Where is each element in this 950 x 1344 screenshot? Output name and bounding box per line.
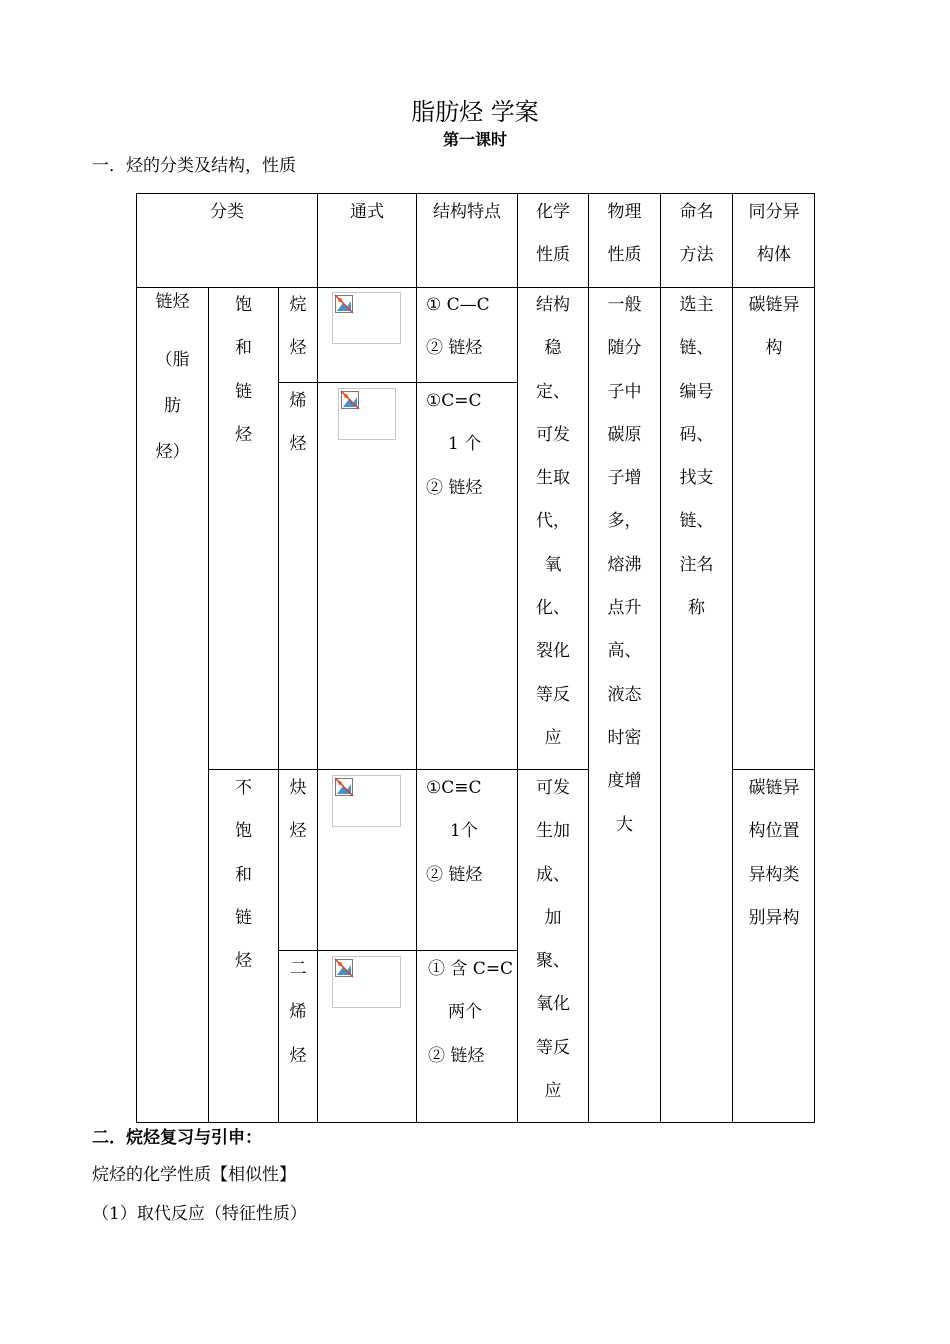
broken-image-icon [340,390,360,410]
unsaturated-isomers: 碳链异 构位置 异构类 别异构 [748,778,800,928]
physical-properties: 一般 随分 子中 碳原 子增 多， 熔沸 点升 高、 液态 时密 度增 大 [607,295,642,835]
header-physical: 物理 性质 [607,202,642,266]
saturated-label: 饱 和 链 烃 [235,295,252,445]
page-title: 脂肪烃 学案 [411,98,539,126]
broken-image-icon [334,958,354,978]
alkane-formula-image [332,292,401,344]
paragraph-substitution-reaction: （1）取代反应（特征性质） [92,1204,307,1224]
saturated-isomers: 碳链异 构 [748,295,800,359]
header-classification: 分类 [210,202,244,222]
diene-label: 二 烯 烃 [289,959,307,1066]
alkane-label: 烷 烃 [289,295,307,359]
broken-image-icon [334,294,354,314]
unsaturated-chemical-properties: 可发 生加 成、 加 聚、 氧化 等反 应 [536,778,570,1102]
diene-formula-image [332,956,401,1008]
alkyne-label: 炔 烃 [289,778,307,842]
unsaturated-label: 不 饱 和 链 烃 [235,778,252,972]
header-isomer: 同分异 构体 [748,202,800,266]
alkene-formula-image [338,388,396,440]
lesson-subtitle: 第一课时 [442,130,507,149]
header-chemical: 化学 性质 [536,202,570,266]
diene-structure: ① 含 C=C 两个 ② 链烃 [428,959,514,1066]
alkene-label: 烯 烃 [289,391,307,455]
alkyne-structure: ①C≡C 1个 ② 链烃 [426,778,483,885]
alkene-structure: ①C=C 1 个 ② 链烃 [426,391,483,498]
section-heading-1: 一．烃的分类及结构，性质 [92,156,296,176]
alkyne-formula-image [332,775,401,827]
chain-hydrocarbon-label: 链烃 （脂 肪 烃） [155,292,190,462]
saturated-chemical-properties: 结构 稳 定、 可发 生取 代， 氧 化、 裂化 等反 应 [536,295,570,748]
section-heading-2: 二．烷烃复习与引申： [92,1128,262,1148]
naming-method: 选主 链、 编号 码、 找支 链、 注名 称 [679,295,714,619]
header-structure: 结构特点 [433,202,501,222]
header-naming: 命名 方法 [679,202,714,266]
paragraph-alkane-properties: 烷烃的化学性质【相似性】 [92,1165,296,1185]
header-general-formula: 通式 [350,202,384,222]
alkane-structure: ① C—C ② 链烃 [426,295,490,359]
broken-image-icon [334,777,354,797]
